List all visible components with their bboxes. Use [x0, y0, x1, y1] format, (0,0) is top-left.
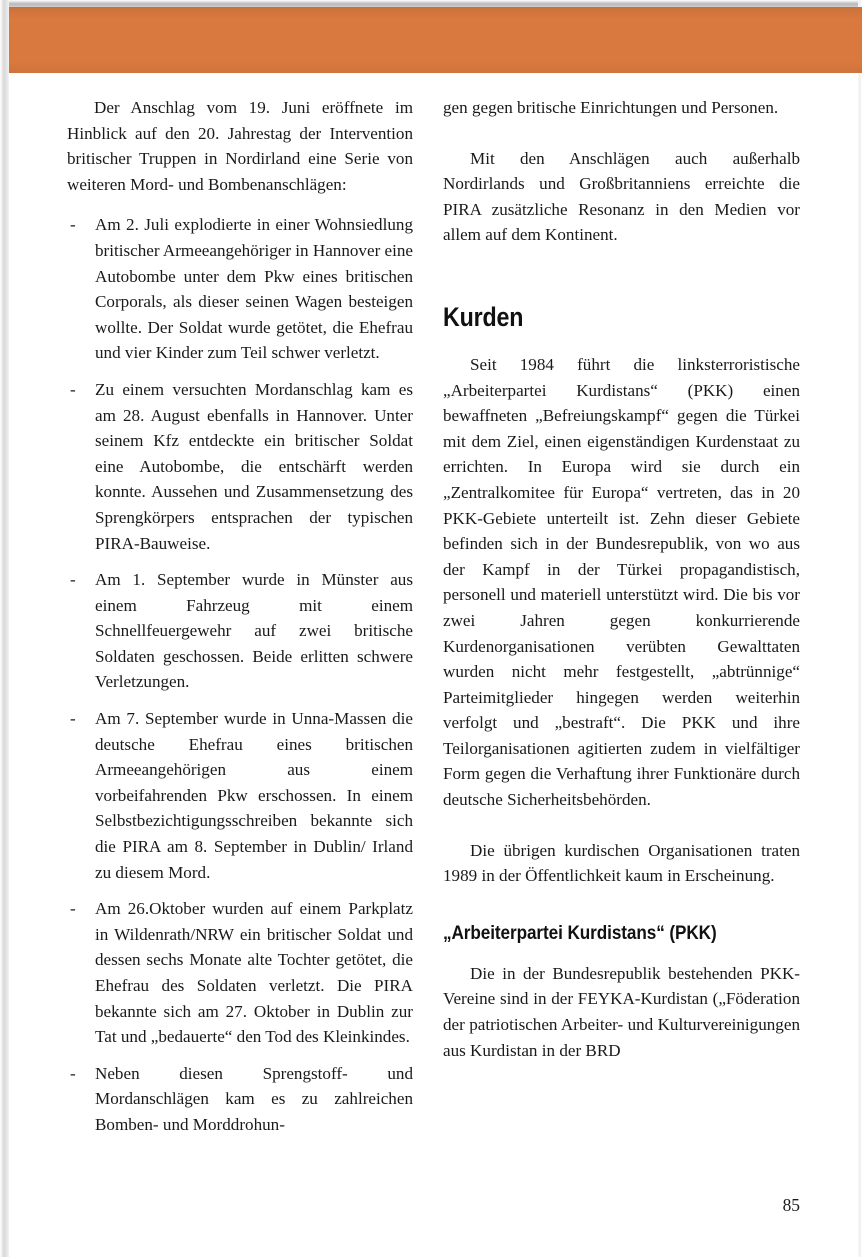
- right-column: [443, 95, 800, 1063]
- left-column: [67, 95, 413, 1138]
- bullet-dash: -: [70, 709, 76, 729]
- scan-edge-left: [0, 0, 9, 1257]
- heading-spacer-top: [443, 248, 800, 302]
- list-spacer: [67, 197, 413, 201]
- list-item-text: Am 7. September wurde in Unna-Massen die deutsche Ehefrau eines britischen Armeeangehörigen aus einem vorbeifahrenden Pkw erschossen. In einem Selbstbezichtigungsschreiben bekannte sich die PIRA am 8. September in Dublin/ Irland zu diesem Mord.: [95, 709, 413, 882]
- list-item-text: Am 1. September wurde in Münster aus einem Fahrzeug mit einem Schnellfeuergewehr auf zwei britische Soldaten geschossen. Beide erlitten schwere Verletzungen.: [95, 570, 413, 692]
- list-item-text: Am 26.Oktober wurden auf einem Parkplatz in Wildenrath/NRW ein britischer Soldat und dessen sechs Monate alte Tochter getötet, die Ehefrau des Soldaten verletzt. Die PIRA bekannte sich am 27. Oktober in Dublin zur Tat und „bedauerte“ den Tod des Kleinkindes.: [95, 899, 413, 1047]
- list-item-text: Am 2. Juli explodierte in einer Wohnsiedlung britischer Armeeangehöriger in Hannover eine Autobombe unter dem Pkw eines britischen Corporals, als dieser seinen Wagen besteigen wollte. Der Soldat wurde getötet, die Ehefrau und vier Kinder zum Teil schwer verletzt.: [95, 215, 414, 363]
- intro-paragraph: Der Anschlag vom 19. Juni eröffnete im Hinblick auf den 20. Jahrestag der Intervention britischer Truppen in Nordirland eine Serie von weiteren Mord- und Bombenanschlägen:: [67, 98, 413, 194]
- scan-edge-top: [0, 0, 862, 7]
- list-item-text: Neben diesen Sprengstoff- und Mordanschlägen kam es zu zahlreichen Bomben- und Morddrohun-: [95, 1063, 413, 1134]
- orange-header-band: [9, 7, 862, 73]
- list-item-text: Zu einem versuchten Mordanschlag kam es am 28. August ebenfalls in Hannover. Unter seinem Kfz entdeckte ein britischer Soldat eine Autobombe, die entschärft werden konnte. Aussehen und Zusammensetzung des Sprengkörpers entsprachen der typischen PIRA-Bauweise.: [95, 379, 413, 553]
- pkk-overview-paragraph: Seit 1984 führt die linksterroristische „Arbeiterpartei Kurdistans“ (PKK) einen bewaffneten „Befreiungskampf“ gegen die Türkei mit dem Ziel, einen eigenständigen Kurdenstaat zu errichten. In Europa wird sie durch ein „Zentralkomitee für Europa“ vertreten, das in 20 PKK-Gebiete unterteilt ist. Zehn dieser Gebiete befinden sich in der Bundesrepublik, von wo aus der Kampf in der Türkei propagandistisch, personell und materiell unterstützt wird. Die bis vor zwei Jahren gegen konkurrierende Kurdenorganisationen verübten Gewalttaten wurden nicht mehr festgestellt, „abtrünnige“ Parteimitglieder hingegen werden weiterhin verfolgt und „bestraft“. Die PKK und ihre Teilorganisationen agitierten zudem in vielfältiger Form gegen die Verhaftung ihrer Funktionäre durch deutsche Sicherheitsbehörden.: [443, 354, 800, 810]
- attack-list: [67, 212, 413, 1137]
- list-item: [67, 1061, 413, 1138]
- list-item: [67, 706, 413, 885]
- bullet-dash: -: [70, 215, 76, 235]
- feyka-paragraph: Die in der Bundesrepublik bestehenden PKK-Vereine sind in der FEYKA-Kurdistan („Föderation der patriotischen Arbeiter- und Kulturvereinigungen aus Kurdistan in der BRD: [443, 963, 800, 1060]
- subheading-spacer-top: [443, 889, 800, 922]
- list-item: [67, 567, 413, 695]
- list-item: [67, 377, 413, 556]
- bullet-dash: -: [70, 899, 76, 919]
- resonance-paragraph: Mit den Anschlägen auch außerhalb Nordirlands und Großbritanniens erreichte die PIRA zusätzliche Resonanz in den Medien vor allem auf dem Kontinent.: [443, 148, 800, 245]
- bullet-dash: -: [70, 1063, 76, 1083]
- continuation-paragraph: gen gegen britische Einrichtungen und Personen.: [443, 98, 779, 117]
- section-heading-kurden: Kurden: [443, 301, 524, 332]
- page-number: 85: [782, 1195, 800, 1215]
- bullet-dash: -: [70, 379, 76, 399]
- list-item: [67, 212, 413, 366]
- other-organisations-paragraph: Die übrigen kurdischen Organisationen traten 1989 in der Öffentlichkeit kaum in Erscheinung.: [443, 840, 800, 886]
- list-item: [67, 896, 413, 1050]
- subheading-spacer-bottom: [443, 945, 800, 961]
- heading-spacer-bottom: [443, 332, 800, 352]
- bullet-dash: -: [70, 570, 76, 590]
- sub-heading-arbeiterpartei-kurdistans: „Arbeiterpartei Kurdistans“ (PKK): [443, 921, 717, 944]
- scan-edge-right: [858, 0, 862, 1257]
